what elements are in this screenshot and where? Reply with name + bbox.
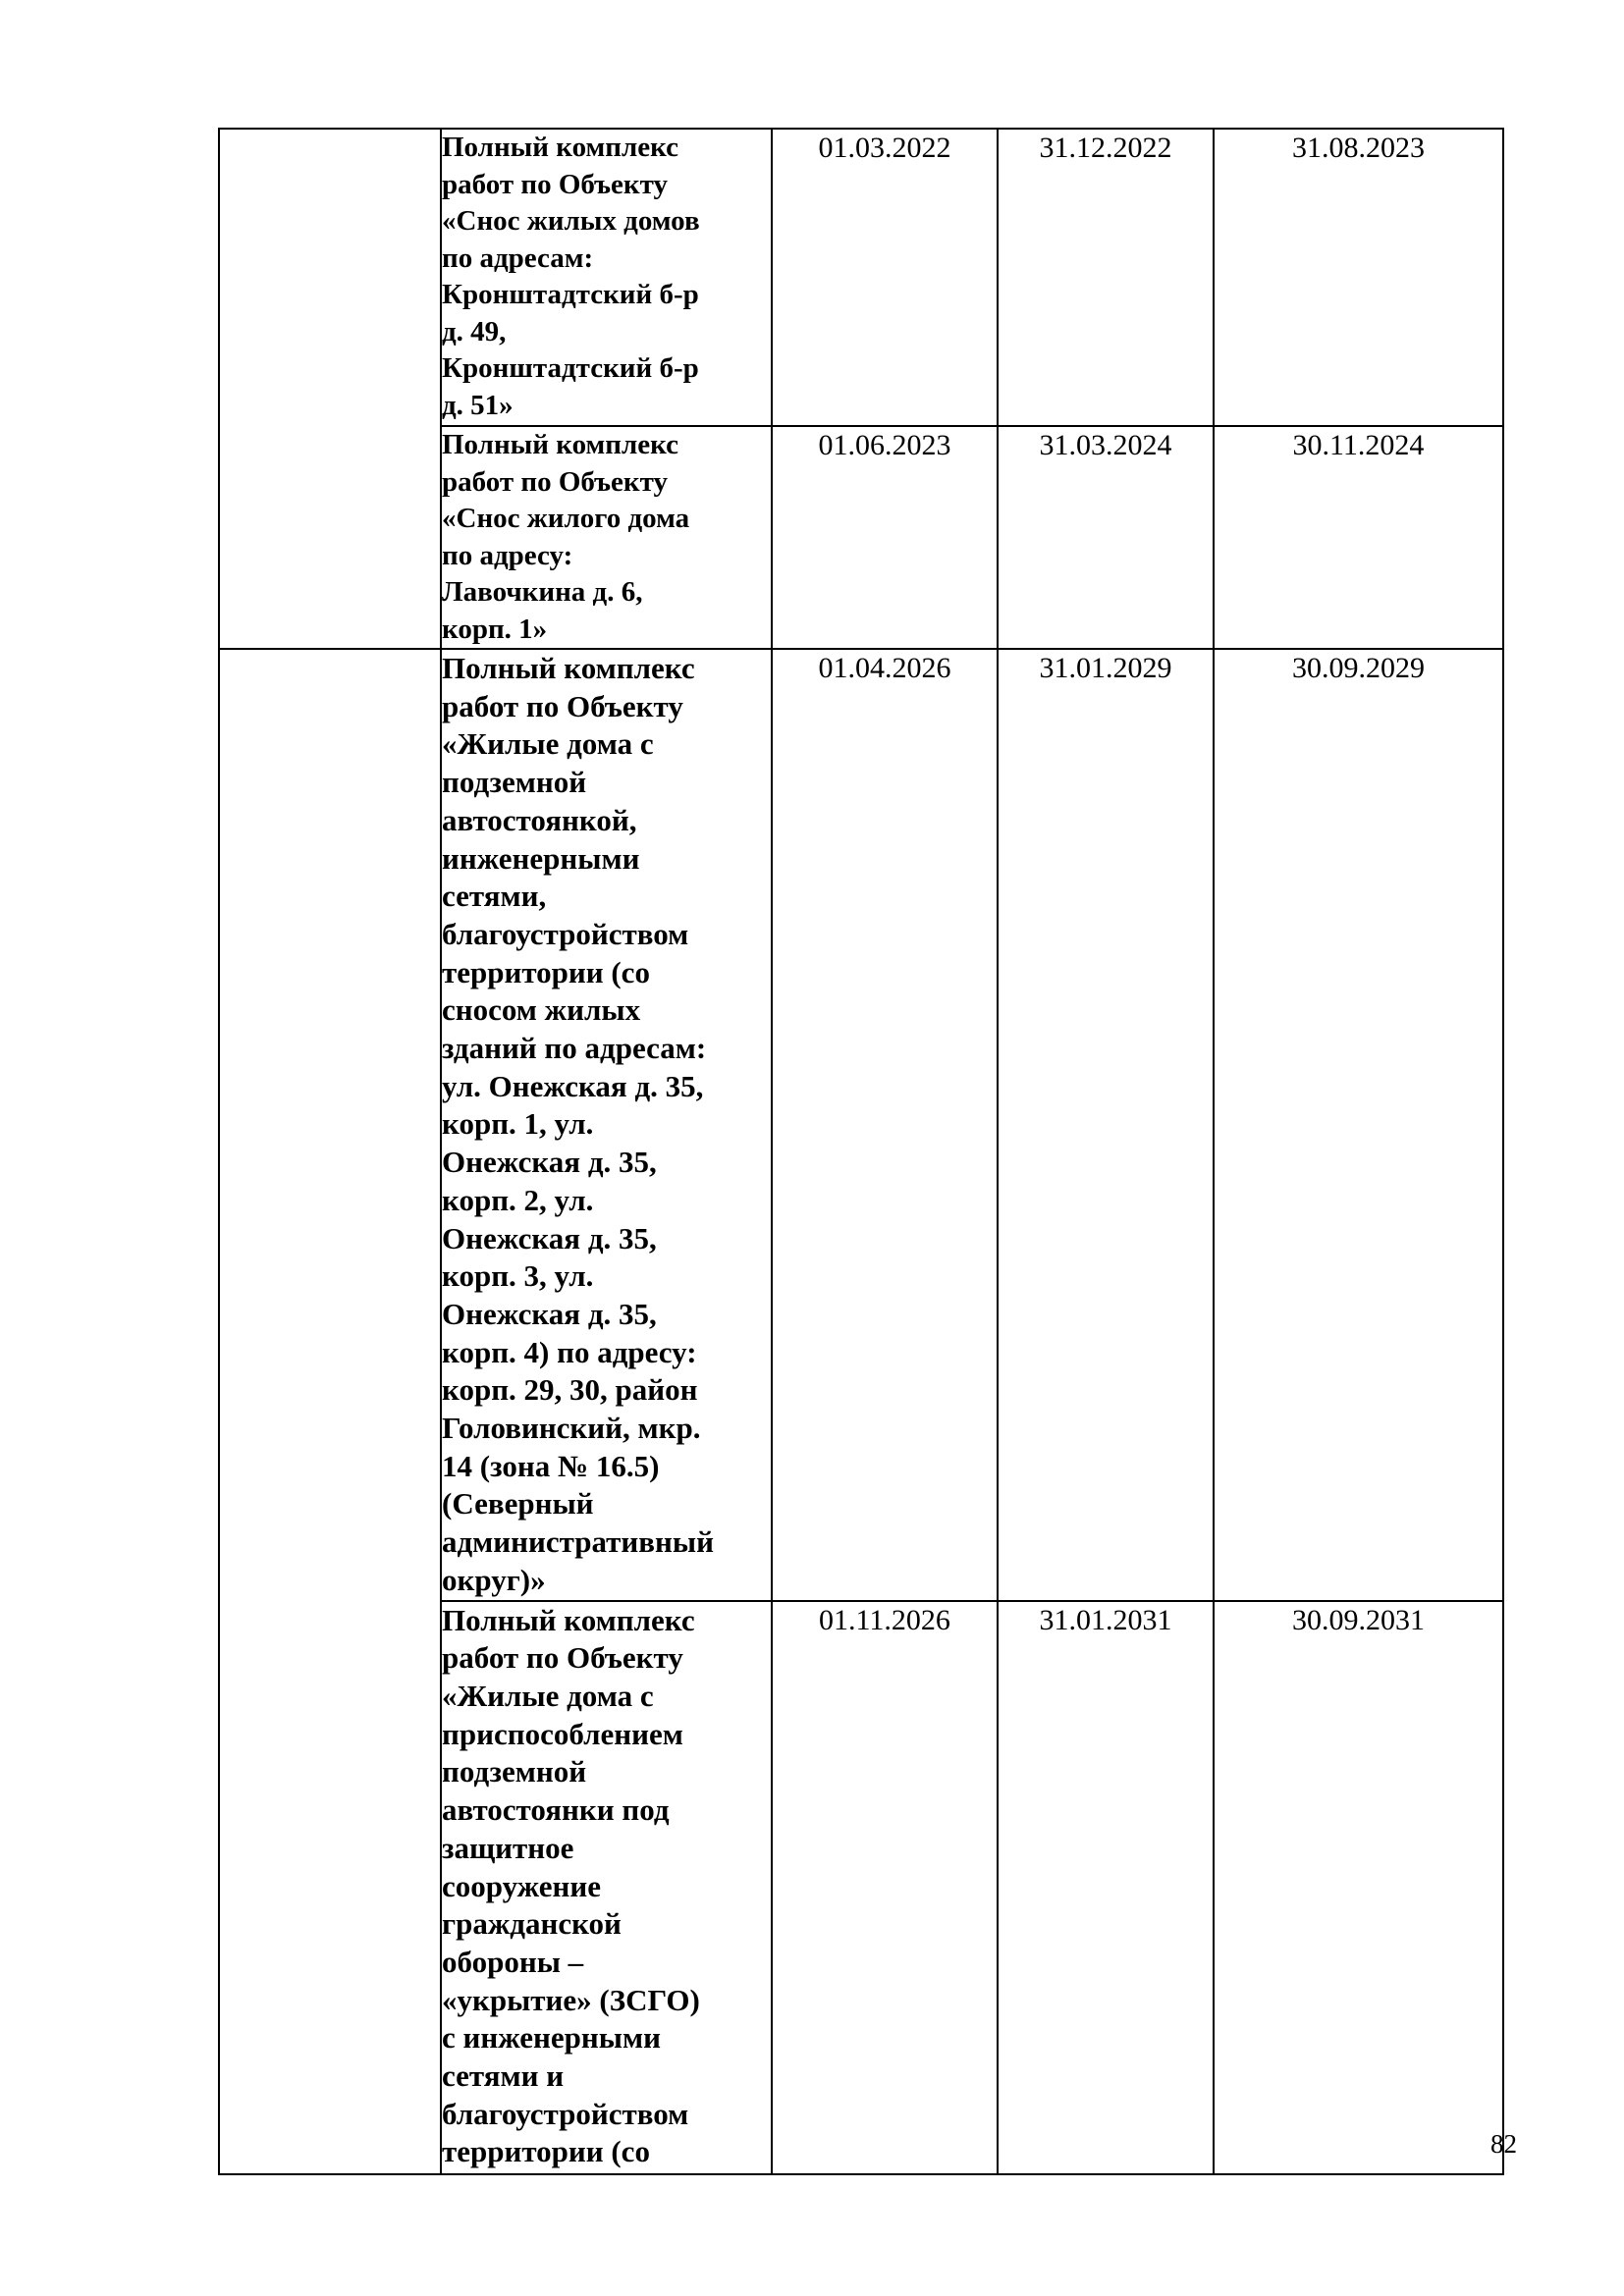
work-description: Полный комплекс работ по Объекту «Жилые дома с приспособлением подземной автостоянки под защитное сооружение гражданской обороны – «укрытие» (ЗСГО) с инженерными сетями и благоустройством территории (со xyxy=(441,1601,772,2174)
final-date: 31.08.2023 xyxy=(1214,129,1503,426)
row-group-cell xyxy=(219,649,441,2174)
work-description: Полный комплекс работ по Объекту «Снос жилого дома по адресу: Лавочкина д. 6, корп. 1» xyxy=(441,426,772,649)
end-date: 31.01.2029 xyxy=(998,649,1214,1601)
final-date: 30.09.2029 xyxy=(1214,649,1503,1601)
page-number: 82 xyxy=(1490,2129,1517,2159)
schedule-table xyxy=(218,128,1504,2175)
start-date: 01.04.2026 xyxy=(772,649,998,1601)
end-date: 31.01.2031 xyxy=(998,1601,1214,2174)
final-date: 30.09.2031 xyxy=(1214,1601,1503,2174)
end-date: 31.03.2024 xyxy=(998,426,1214,649)
start-date: 01.11.2026 xyxy=(772,1601,998,2174)
work-description: Полный комплекс работ по Объекту «Снос жилых домов по адресам: Кронштадтский б-р д. 49, Кронштадтский б-р д. 51» xyxy=(441,129,772,426)
table-row xyxy=(219,649,1503,1601)
start-date: 01.03.2022 xyxy=(772,129,998,426)
table-row xyxy=(219,129,1503,426)
work-description: Полный комплекс работ по Объекту «Жилые дома с подземной автостоянкой, инженерными сетями, благоустройством территории (со сносом жилых зданий по адресам: ул. Онежская д. 35, корп. 1, ул. Онежская д. 35, корп. 2, ул. Онежская д. 35, корп. 3, ул. Онежская д. 35, корп. 4) по адресу: корп. 29, 30, район Головинский, мкр. 14 (зона № 16.5) (Северный административный округ)» xyxy=(441,649,772,1601)
final-date: 30.11.2024 xyxy=(1214,426,1503,649)
end-date: 31.12.2022 xyxy=(998,129,1214,426)
row-group-cell xyxy=(219,129,441,649)
start-date: 01.06.2023 xyxy=(772,426,998,649)
